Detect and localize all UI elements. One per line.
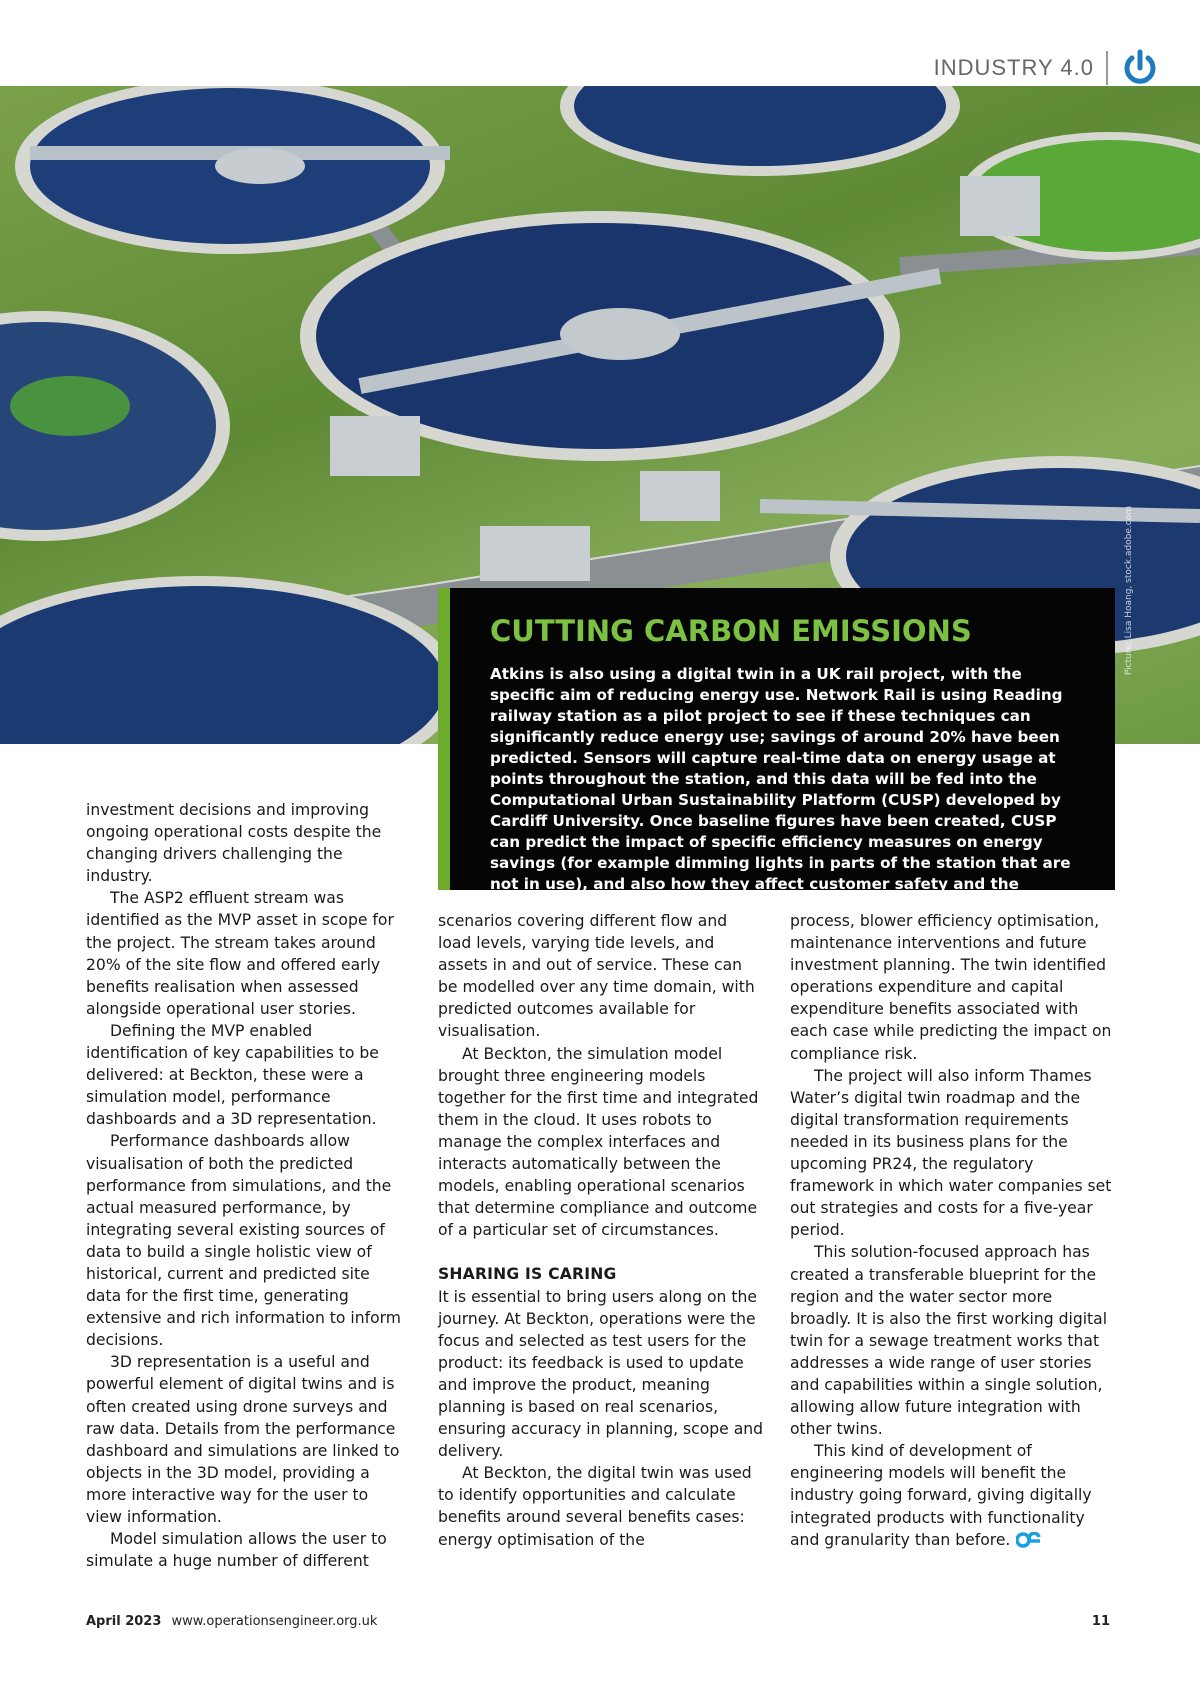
paragraph: The ASP2 effluent stream was identified as the MVP asset in scope for the project. The stream takes around 20% of the site flow and offered early benefits realisation when assessed alongside operational user stories. — [86, 889, 394, 1018]
subheading: SHARING IS CARING — [438, 1265, 617, 1284]
issue-date: April 2023 — [86, 1614, 162, 1629]
callout-title: CUTTING CARBON EMISSIONS — [490, 614, 972, 648]
paragraph: The project will also inform Thames Water’s digital twin roadmap and the digital transformation requirements needed in its business plans for the upcoming PR24, the regulatory framework in which water companies set out strategies and costs for a five-year period. — [790, 1066, 1112, 1240]
paragraph: At Beckton, the simulation model brought three engineering models together for the first time and integrated them in the cloud. It uses robots to manage the complex interfaces and interacts automatically between the models, enabling operational scenarios that determine compliance and outcome of a particular set of circumstances. — [438, 1044, 759, 1240]
paragraph: This solution-focused approach has created a transferable blueprint for the region and the water sector more broadly. It is also the first working digital twin for a sewage treatment works that addresses a wide range of user stories and capabilities within a single solution, allowing allow future integration with other twins. — [790, 1243, 1108, 1439]
paragraph: 3D representation is a useful and powerful element of digital twins and is often created using drone surveys and raw data. Details from the performance dashboard and simulations are linked to objects in the 3D model, providing a more interactive way for the user to view information. — [86, 1353, 400, 1526]
paragraph: investment decisions and improving ongoing operational costs despite the changing drivers challenging the industry. — [86, 801, 382, 886]
paragraph: scenarios covering different flow and load levels, varying tide levels, and assets in and out of service. These can be modelled over any time domain, with predicted outcomes available for visualisation. — [438, 912, 755, 1041]
column-3 — [790, 910, 1116, 1551]
page-header — [934, 46, 1160, 90]
paragraph: It is essential to bring users along on the journey. At Beckton, operations were the focus and selected as test users for the product: its feedback is used to update and improve the product, meaning planning is based on real scenarios, ensuring accuracy in planning, scope and delivery. — [438, 1287, 764, 1461]
website-link[interactable]: www.operationsengineer.org.uk — [171, 1614, 378, 1629]
last-paragraph — [790, 1440, 1116, 1550]
column-1 — [86, 799, 408, 1572]
callout-body: Atkins is also using a digital twin in a UK rail project, with the specific aim of reducing energy use. Network Rail is using Reading railway station as a pilot project to see if these techniques can significantly reduce energy use; savings of around 20% have been predicted. Sensors will capture real-time data on energy usage at points throughout the station, and this data will be fed into the Computational Urban Sustainability Platform (CUSP) developed by Cardiff University. Once baseline figures have been created, CUSP can predict the impact of specific efficiency measures on energy savings (for example dimming lights in parts of the station that are not in use), and also how they affect customer safety and the experience of being in the station. — [490, 665, 1071, 914]
paragraph: At Beckton, the digital twin was used to identify opportunities and calculate benefits around several benefits cases: energy optimisation of the — [438, 1464, 752, 1549]
paragraph: process, blower efficiency optimisation, maintenance interventions and future investment planning. The twin identified operations expenditure and capital expenditure benefits associated with each case while predicting the impact on compliance risk. — [790, 912, 1112, 1063]
page-number: 11 — [1091, 1614, 1110, 1629]
paragraph: Defining the MVP enabled identification of key capabilities to be delivered: at Beckton, these were a simulation model, performance dashboards and a 3D representation. — [86, 1021, 379, 1129]
photo-credit: Picture: Lisa Hoang, stock.adobe.com — [1124, 506, 1134, 676]
callout-box — [438, 588, 1115, 914]
column-2 — [438, 910, 764, 1551]
paragraph: Model simulation allows the user to simulate a huge number of different — [86, 1530, 387, 1571]
oe-logo-icon — [1016, 1532, 1042, 1548]
paragraph-text: This kind of development of engineering models will benefit the industry going forward, giving digitally integrated products with functionality and granularity than before. — [790, 1442, 1092, 1549]
page-footer — [86, 1614, 1116, 1629]
power-icon — [1120, 48, 1160, 88]
section-label: INDUSTRY 4.0 — [934, 51, 1108, 85]
paragraph: Performance dashboards allow visualisation of both the predicted performance from simulations, and the actual measured performance, by integrating several existing sources of data to build a single holistic view of historical, current and predicted site data for the first time, generating extensive and rich information to inform decisions. — [86, 1132, 401, 1350]
